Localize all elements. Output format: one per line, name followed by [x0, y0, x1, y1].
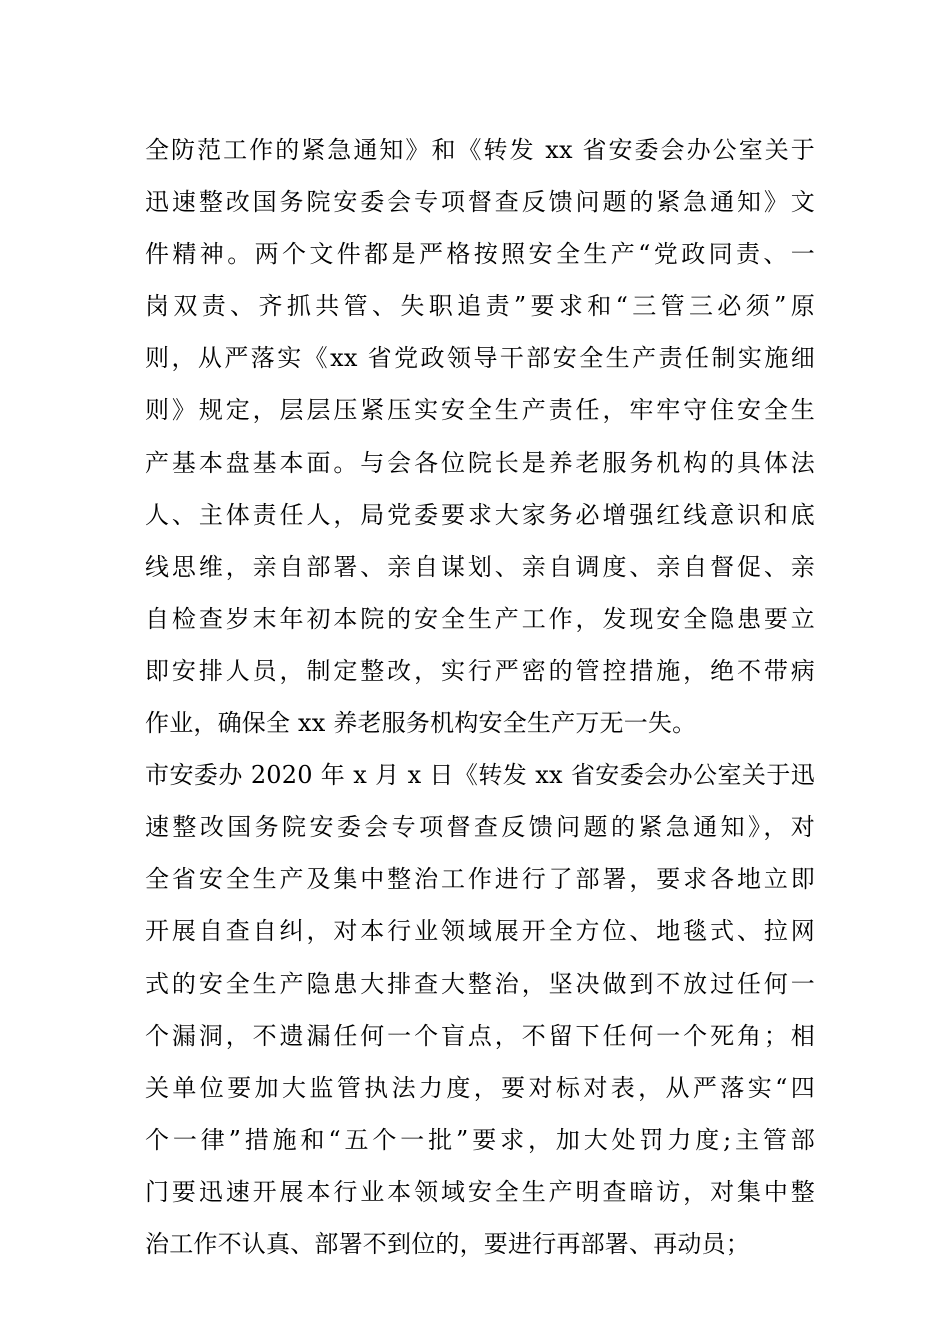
text-line: 全省安全生产及集中整治工作进行了部署，要求各地立即	[145, 865, 815, 894]
text-line: 作业，确保全 xx 养老服务机构安全生产万无一失。	[145, 709, 697, 738]
text-line: 则，从严落实《xx 省党政领导干部安全生产责任制实施细	[145, 344, 815, 373]
text-line: 门要迅速开展本行业本领域安全生产明查暗访，对集中整	[145, 1177, 815, 1206]
text-line: 个漏洞，不遗漏任何一个盲点，不留下任何一个死角；相	[145, 1021, 815, 1050]
text-line: 开展自查自纠，对本行业领域展开全方位、地毯式、拉网	[145, 917, 815, 946]
paragraph-1	[145, 124, 815, 749]
text-line: 件精神。两个文件都是严格按照安全生产“党政同责、一	[145, 240, 815, 269]
text-line: 岗双责、齐抓共管、失职追责”要求和“三管三必须”原	[145, 292, 815, 321]
text-line: 治工作不认真、部署不到位的，要进行再部署、再动员；	[145, 1229, 750, 1258]
text-line: 全防范工作的紧急通知》和《转发 xx 省安委会办公室关于	[145, 136, 815, 164]
text-line: 个一律”措施和“五个一批”要求，加大处罚力度;主管部	[145, 1125, 815, 1154]
text-line: 关单位要加大监管执法力度，要对标对表，从严落实“四	[145, 1073, 815, 1102]
paragraph-2	[145, 749, 815, 1270]
text-line: 市安委办 2020 年 x 月 x 日《转发 xx 省安委会办公室关于迅	[145, 761, 815, 790]
text-line: 迅速整改国务院安委会专项督查反馈问题的紧急通知》文	[145, 188, 815, 217]
text-line: 式的安全生产隐患大排查大整治，坚决做到不放过任何一	[145, 969, 815, 998]
text-line: 线思维，亲自部署、亲自谋划、亲自调度、亲自督促、亲	[145, 552, 815, 581]
text-line: 即安排人员，制定整改，实行严密的管控措施，绝不带病	[145, 656, 815, 685]
text-line: 自检查岁末年初本院的安全生产工作，发现安全隐患要立	[145, 604, 815, 633]
text-line: 则》规定，层层压紧压实安全生产责任，牢牢守住安全生	[145, 396, 815, 425]
document-body	[145, 124, 815, 1270]
text-line: 速整改国务院安委会专项督查反馈问题的紧急通知》，对	[145, 813, 815, 842]
text-line: 人、主体责任人，局党委要求大家务必增强红线意识和底	[145, 500, 815, 529]
text-line: 产基本盘基本面。与会各位院长是养老服务机构的具体法	[145, 448, 815, 477]
